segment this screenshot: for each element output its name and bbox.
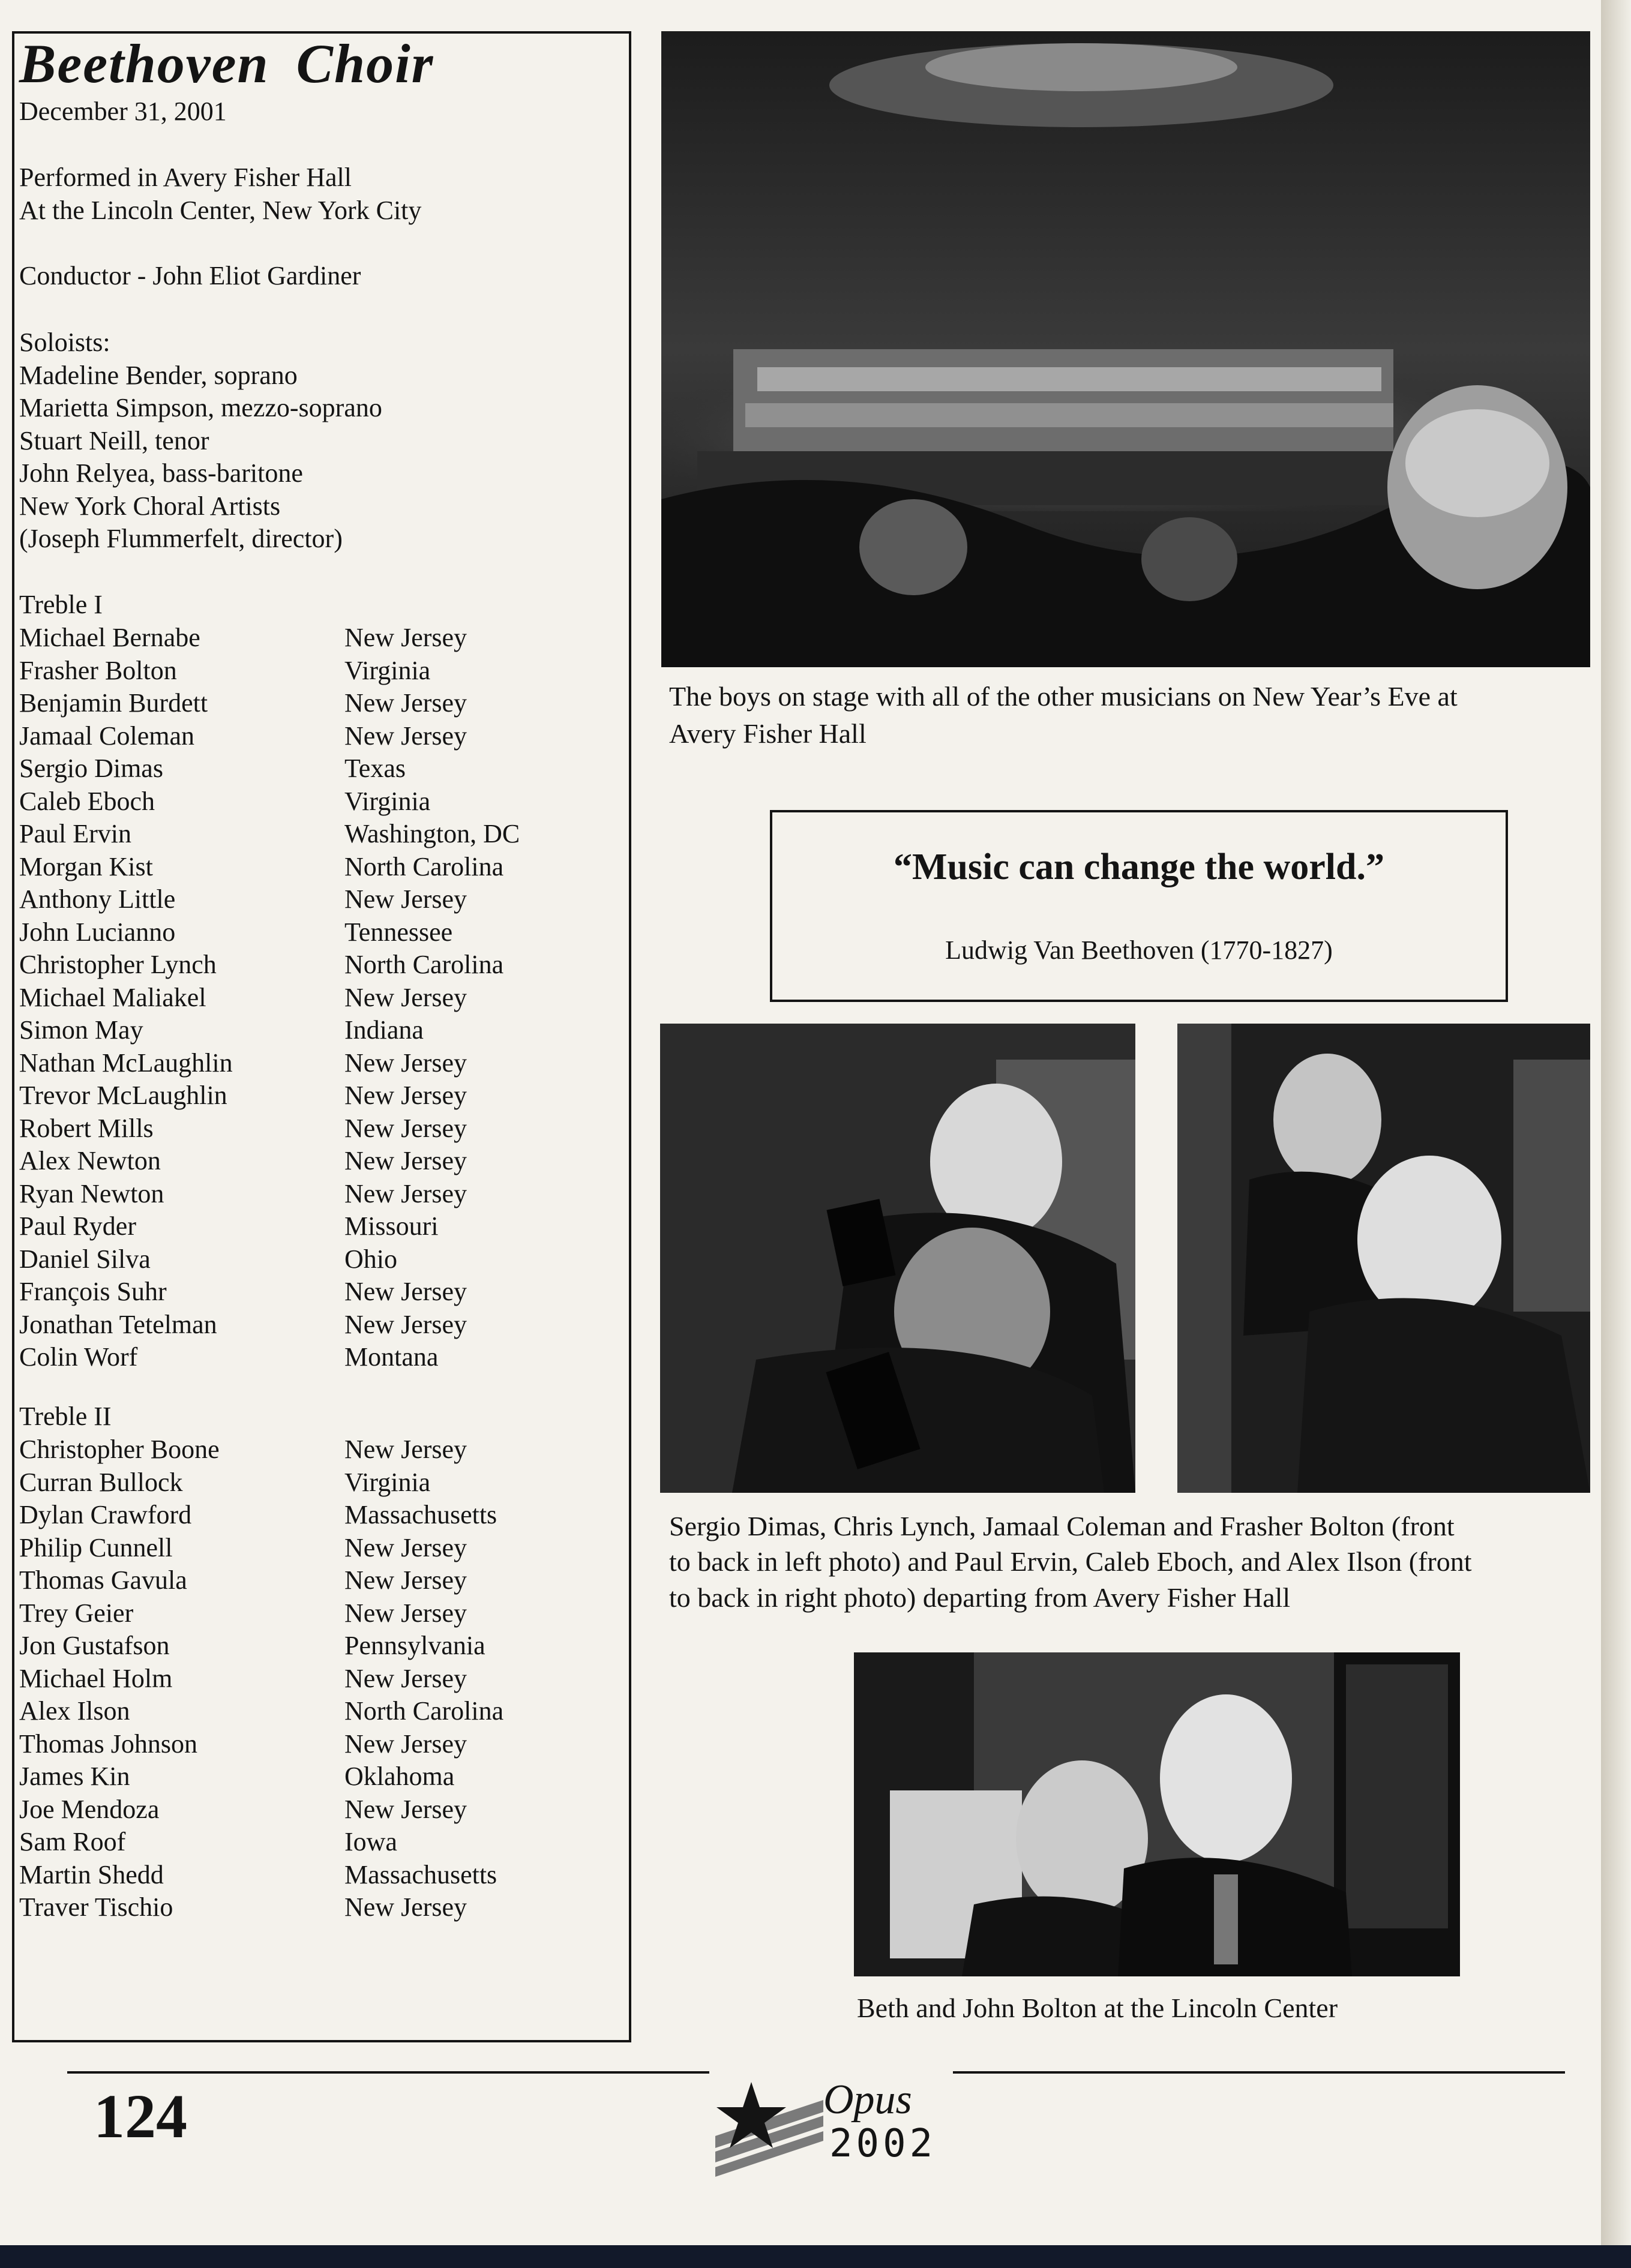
member-state: New Jersey (344, 688, 467, 718)
member-name: Caleb Eboch (19, 786, 155, 816)
member-state: New Jersey (344, 1892, 467, 1922)
member-name: Curran Bullock (19, 1467, 183, 1497)
soloists-heading: Soloists: (19, 328, 110, 357)
member-state: North Carolina (344, 1696, 504, 1726)
member-name: Sam Roof (19, 1827, 126, 1856)
member-state: Indiana (344, 1015, 424, 1045)
member-state: New Jersey (344, 1729, 467, 1759)
quote-text: “Music can change the world.” (893, 847, 1385, 887)
member-name: Sergio Dimas (19, 754, 163, 783)
member-state: Montana (344, 1342, 439, 1372)
member-name: Jon Gustafson (19, 1631, 170, 1660)
member-state: New Jersey (344, 884, 467, 914)
member-name: James Kin (19, 1762, 130, 1791)
member-name: Traver Tischio (19, 1892, 173, 1922)
conductor: Conductor - John Eliot Gardiner (19, 261, 361, 290)
member-name: Martin Shedd (19, 1859, 164, 1889)
member-state: New Jersey (344, 1794, 467, 1824)
page-number: 124 (94, 2082, 187, 2151)
member-name: Anthony Little (19, 884, 176, 914)
member-name: Paul Ervin (19, 819, 131, 848)
member-name: Michael Bernabe (19, 623, 200, 652)
quote-attribution: Ludwig Van Beethoven (1770-1827) (945, 935, 1333, 965)
member-state: New Jersey (344, 1565, 467, 1595)
member-name: Robert Mills (19, 1113, 154, 1143)
member-state: New Jersey (344, 721, 467, 751)
departing-caption-line-2: to back in left photo) and Paul Ervin, Caleb Eboch, and Alex Ilson (front (669, 1546, 1472, 1577)
treble-1-heading: Treble I (19, 590, 103, 619)
member-state: Massachusetts (344, 1500, 497, 1529)
member-name: Morgan Kist (19, 851, 153, 881)
member-state: Tennessee (344, 917, 453, 947)
member-name: Jamaal Coleman (19, 721, 195, 751)
member-state: Virginia (344, 1467, 431, 1497)
boltons-caption: Beth and John Bolton at the Lincoln Center (857, 1993, 1338, 2023)
stage-photo (661, 31, 1590, 667)
member-state: New Jersey (344, 1113, 467, 1143)
page-title: Beethoven Choir (19, 33, 434, 94)
member-name: Paul Ryder (19, 1211, 136, 1241)
member-name: Daniel Silva (19, 1244, 151, 1274)
member-name: Dylan Crawford (19, 1500, 192, 1529)
member-state: North Carolina (344, 851, 504, 881)
member-state: Washington, DC (344, 819, 520, 848)
member-name: Simon May (19, 1015, 143, 1045)
page-edge (1601, 0, 1631, 2245)
member-state: Virginia (344, 655, 431, 685)
member-name: Alex Ilson (19, 1696, 130, 1726)
member-state: New Jersey (344, 1081, 467, 1110)
member-state: Oklahoma (344, 1762, 455, 1791)
venue-line-2: At the Lincoln Center, New York City (19, 196, 422, 225)
member-name: Thomas Gavula (19, 1565, 187, 1595)
departing-photo-left (660, 1024, 1135, 1493)
member-name: Christopher Boone (19, 1435, 220, 1464)
stage-caption-line-1: The boys on stage with all of the other musicians on New Year’s Eve at (669, 681, 1458, 712)
soloist: Madeline Bender, soprano (19, 361, 298, 390)
member-state: Virginia (344, 786, 431, 816)
member-state: New Jersey (344, 1277, 467, 1306)
soloist: Marietta Simpson, mezzo-soprano (19, 393, 382, 422)
member-state: North Carolina (344, 950, 504, 979)
member-name: Nathan McLaughlin (19, 1048, 233, 1078)
member-name: Benjamin Burdett (19, 688, 208, 718)
boltons-photo (854, 1652, 1460, 1976)
departing-caption-line-3: to back in right photo) departing from Avery Fisher Hall (669, 1582, 1291, 1613)
opus-logo (709, 2064, 961, 2184)
member-name: Philip Cunnell (19, 1532, 173, 1562)
member-name: Frasher Bolton (19, 655, 177, 685)
member-state: New Jersey (344, 1309, 467, 1339)
soloist: Stuart Neill, tenor (19, 426, 209, 455)
departing-caption-line-1: Sergio Dimas, Chris Lynch, Jamaal Coleman and Frasher Bolton (front (669, 1511, 1455, 1541)
footer-rule-left (67, 2071, 709, 2074)
member-name: Michael Holm (19, 1663, 173, 1693)
bottom-band (0, 2245, 1631, 2268)
member-name: Thomas Johnson (19, 1729, 197, 1759)
member-state: New Jersey (344, 1048, 467, 1078)
member-name: John Lucianno (19, 917, 176, 947)
member-state: Massachusetts (344, 1859, 497, 1889)
member-state: Ohio (344, 1244, 397, 1274)
member-state: New Jersey (344, 1532, 467, 1562)
member-name: Trevor McLaughlin (19, 1081, 227, 1110)
venue-line-1: Performed in Avery Fisher Hall (19, 163, 352, 192)
member-state: Pennsylvania (344, 1631, 485, 1660)
soloist: New York Choral Artists (19, 491, 281, 521)
member-state: New Jersey (344, 1146, 467, 1175)
member-name: François Suhr (19, 1277, 167, 1306)
member-state: New Jersey (344, 1435, 467, 1464)
member-state: New Jersey (344, 1663, 467, 1693)
member-name: Ryan Newton (19, 1178, 164, 1208)
member-name: Alex Newton (19, 1146, 161, 1175)
logo-year: 2002 (829, 2122, 937, 2166)
soloist: (Joseph Flummerfelt, director) (19, 524, 343, 553)
roster-box (12, 31, 631, 2042)
stage-caption-line-2: Avery Fisher Hall (669, 718, 867, 749)
member-name: Michael Maliakel (19, 982, 206, 1012)
member-state: Iowa (344, 1827, 397, 1856)
member-name: Joe Mendoza (19, 1794, 160, 1824)
concert-date: December 31, 2001 (19, 97, 227, 126)
member-state: Missouri (344, 1211, 439, 1241)
treble-2-heading: Treble II (19, 1402, 112, 1431)
departing-photo-right (1177, 1024, 1590, 1493)
quote-box (770, 810, 1508, 1002)
logo-word: Opus (823, 2077, 912, 2123)
member-name: Christopher Lynch (19, 950, 217, 979)
member-state: New Jersey (344, 982, 467, 1012)
member-state: New Jersey (344, 1598, 467, 1628)
member-name: Jonathan Tetelman (19, 1309, 217, 1339)
member-state: Texas (344, 754, 406, 783)
member-state: New Jersey (344, 623, 467, 652)
member-name: Colin Worf (19, 1342, 138, 1372)
member-name: Trey Geier (19, 1598, 134, 1628)
member-state: New Jersey (344, 1178, 467, 1208)
footer-rule-right (953, 2071, 1565, 2074)
soloist: John Relyea, bass-baritone (19, 458, 303, 488)
